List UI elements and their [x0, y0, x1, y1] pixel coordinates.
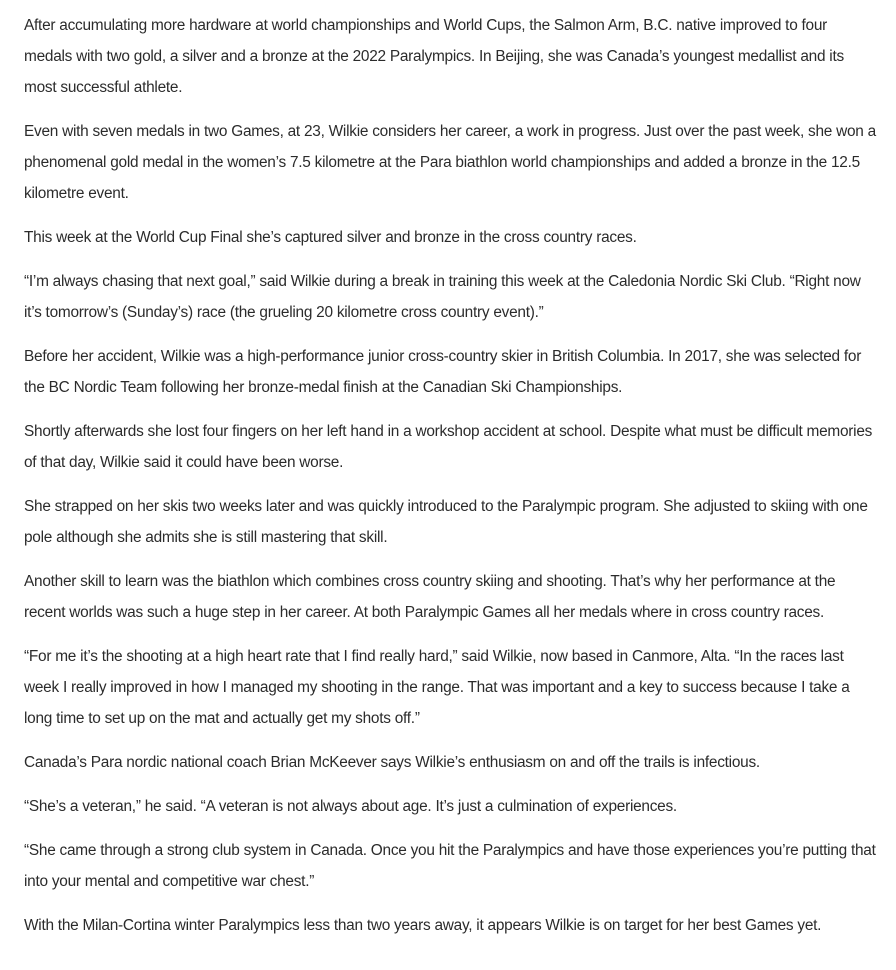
article-paragraph: Another skill to learn was the biathlon which combines cross country skiing and shooting. That’s why her performance at the recent worlds was such a huge step in her career. At both Paralympic Games all her medals where in cross country races. — [24, 573, 836, 621]
article-paragraph: This week at the World Cup Final she’s captured silver and bronze in the cross country races. — [24, 229, 637, 246]
article-paragraph: Before her accident, Wilkie was a high-performance junior cross-country skier in British Columbia. In 2017, she was selected for the BC Nordic Team following her bronze-medal finish at the Canadian Ski Championships. — [24, 348, 862, 396]
article-paragraph: “She’s a veteran,” he said. “A veteran is not always about age. It’s just a culmination of experiences. — [24, 798, 677, 815]
article-paragraph: Canada’s Para nordic national coach Brian McKeever says Wilkie’s enthusiasm on and off the trails is infectious. — [24, 754, 760, 771]
article-paragraph: Shortly afterwards she lost four fingers on her left hand in a workshop accident at school. Despite what must be difficult memories of that day, Wilkie said it could have been worse. — [24, 423, 873, 471]
article-paragraph: With the Milan-Cortina winter Paralympics less than two years away, it appears Wilkie is on target for her best Games yet. — [24, 917, 822, 934]
article-body — [0, 10, 896, 941]
article-paragraph: She strapped on her skis two weeks later and was quickly introduced to the Paralympic program. She adjusted to skiing with one pole although she admits she is still mastering that skill. — [24, 498, 868, 546]
article-paragraph: “She came through a strong club system in Canada. Once you hit the Paralympics and have those experiences you’re putting that into your mental and competitive war chest.” — [24, 842, 876, 890]
article-paragraph: Even with seven medals in two Games, at 23, Wilkie considers her career, a work in progress. Just over the past week, she won a phenomenal gold medal in the women’s 7.5 kilometre at the Para biathlon world championships and added a bronze in the 12.5 kilometre event. — [24, 123, 876, 202]
article-paragraph: “For me it’s the shooting at a high heart rate that I find really hard,” said Wilkie, now based in Canmore, Alta. “In the races last week I really improved in how I managed my shooting in the range. That was important and a key to success because I take a long time to set up on the mat and actually get my shots off.” — [24, 648, 850, 727]
article-paragraph: After accumulating more hardware at world championships and World Cups, the Salmon Arm, B.C. native improved to four medals with two gold, a silver and a bronze at the 2022 Paralympics. In Beijing, she was Canada’s youngest medallist and its most successful athlete. — [24, 17, 844, 96]
article-paragraph: “I’m always chasing that next goal,” said Wilkie during a break in training this week at the Caledonia Nordic Ski Club. “Right now it’s tomorrow’s (Sunday’s) race (the grueling 20 kilometre cross country event).” — [24, 273, 861, 321]
